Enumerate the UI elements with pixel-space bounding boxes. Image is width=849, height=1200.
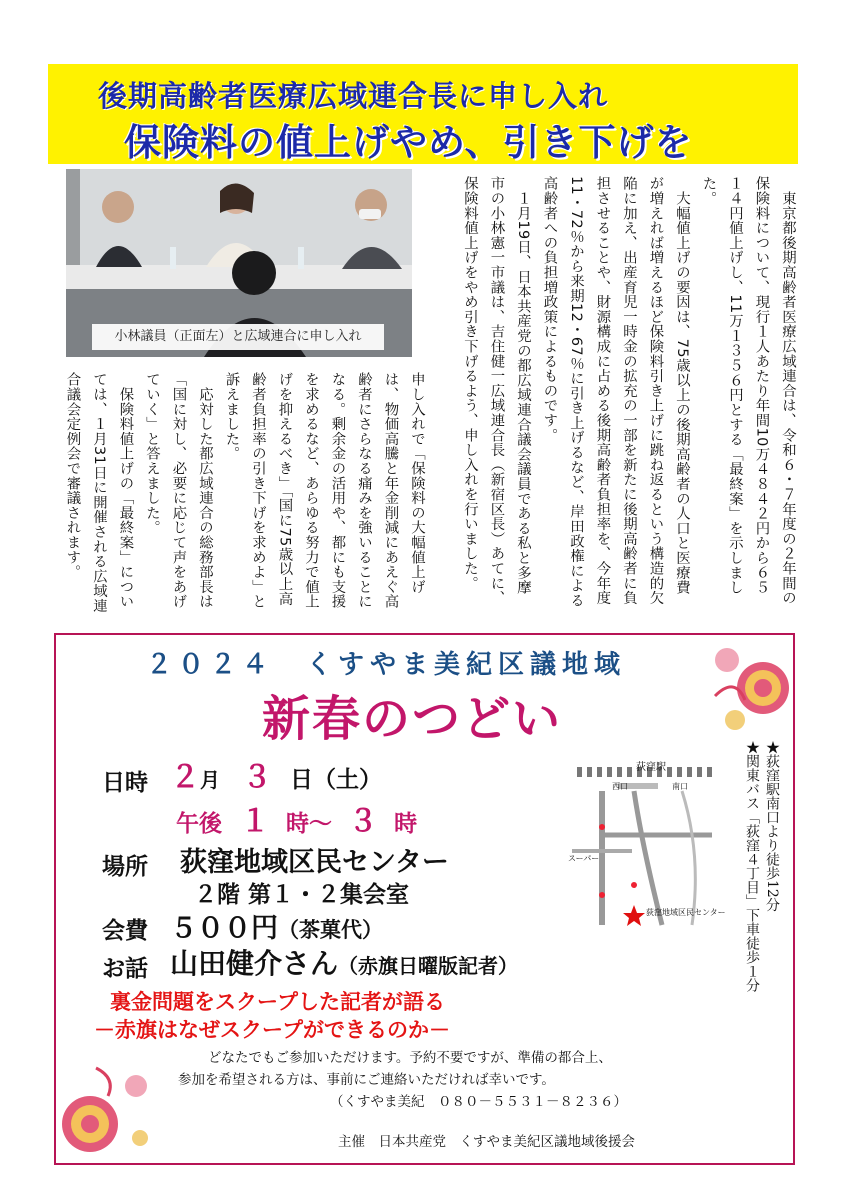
date-day: ３ [242, 760, 273, 795]
event-year-region: ２０２４ くすやま美紀区議地域 [146, 650, 627, 680]
time-prefix: 午後 [176, 810, 222, 837]
date-label: 日時 [102, 769, 148, 796]
photo-caption: 小林議員（正面左）と広域連合に申し入れ [92, 324, 384, 350]
fee-value: ５００円 [170, 913, 278, 944]
article-upper [421, 176, 801, 608]
notice-line-2: 参加を希望される方は、事前にご連絡いただければ幸いです。 [178, 1072, 555, 1088]
ornament-bottom-left-icon [56, 1058, 156, 1162]
access-bus: ★関東バス「荻窪４丁目」下車徒歩１分 [744, 740, 760, 992]
article-paragraph-2: 大幅値上げの要因は、75歳以上の後期高齢者の人口と医療費が増えれば増えるほど保険料引き上げに跳ね返るという構造的欠陥に加え、出産育児一時金の拡充の一部を新たに後期高齢者に負担させることや、財源構成に占める後期高齢者負担率を、今年度11・72％から来期12・67％に引き上げるなど、岸田政権による高齢者への負担増政策によるものです。 [541, 176, 690, 608]
contact-line: （くすやま美紀 ０８０－５５３１－８２３６） [330, 1094, 627, 1110]
talk-headline-1: 裏金問題をスクープした記者が語る [110, 990, 445, 1014]
headline-line1: 後期高齢者医療広域連合長に申し入れ [98, 79, 609, 113]
talk-speaker: 山田健介さん [170, 947, 339, 980]
date-month-unit: 月 [200, 768, 220, 792]
date-day-unit: 日（土） [290, 766, 383, 793]
date-row [170, 752, 382, 796]
time-end: ３ [348, 804, 379, 839]
access-info [742, 740, 782, 1040]
fee-row [170, 906, 383, 945]
place-line1: 荻窪地域区民センター [180, 847, 449, 878]
organizer-line: 主催 日本共産党 くすやま美紀区議地域後援会 [338, 1134, 635, 1150]
time-start: １ [240, 804, 271, 839]
talk-row [170, 942, 518, 982]
article-paragraph-4: 申し入れで「保険料の大幅値上げは、物価高騰と年金削減にあえぐ高齢者にさらなる痛みを強いることになる。剰余金の活用や、都にも支援を求めるなど、あらゆる努力で値上げを抑えるべき」「国に75歳以上高齢者負担率の引き下げを求めよ」と訴えました。 [223, 372, 425, 609]
fee-label: 会費 [102, 917, 148, 944]
place-line2: ２階 第１・２集会室 [194, 881, 410, 908]
map-venue-label: 荻窪地域区民センター [646, 908, 726, 917]
talk-headline-2: －赤旗はなぜスクープができるのか－ [94, 1018, 450, 1042]
time-mid: 時～ [286, 810, 333, 837]
access-walk: ★荻窪駅南口より徒歩12分 [764, 740, 780, 912]
talk-label: お話 [102, 955, 148, 982]
map-station: 荻窪駅 [636, 762, 666, 773]
date-month: ２ [170, 760, 200, 795]
notice-line-1: どなたでもご参加いただけます。予約不要ですが、準備の都合上、 [208, 1050, 612, 1066]
map-exit-west: 西口 [612, 782, 628, 791]
article-lower [60, 372, 430, 616]
venue-map [562, 755, 726, 935]
article-paragraph-6: 保険料値上げの「最終案」については、１月31日に開催される広域連合議会定例会で審議されます。 [64, 372, 134, 614]
article-paragraph-5: 応対した都広域連合の総務部長は「国に対し、必要に応じて声をあげていく」と答えました。 [144, 372, 213, 609]
article-paragraph-3: １月19日、日本共産党の都広域連合議会議員である私と多摩市の小林憲一市議は、吉住健一広域連合長（新宿区長）あてに、保険料値上げをやめ引き下げるよう、申し入れを行いました。 [462, 176, 531, 606]
time-row [176, 796, 417, 840]
headline-line2: 保険料の値上げやめ、引き下げを [124, 121, 693, 164]
place-label: 場所 [102, 853, 148, 880]
talk-note: （赤旗日曜版記者） [338, 954, 519, 978]
fee-note: （茶菓代） [278, 917, 383, 942]
time-suffix: 時 [394, 810, 418, 837]
map-exit-south: 南口 [672, 782, 688, 791]
event-title: 新春のつどい [262, 691, 563, 747]
ornament-top-right-icon [705, 636, 793, 738]
article-paragraph-1: 東京都後期高齢者医療広域連合は、令和６・７年度の２年間の保険料について、現行１人あたり年間10万４８４２円から６５１４円値上げし、11万１３５６円とする「最終案」を示しました。 [700, 176, 796, 606]
map-supermarket: スーパー [568, 854, 600, 863]
